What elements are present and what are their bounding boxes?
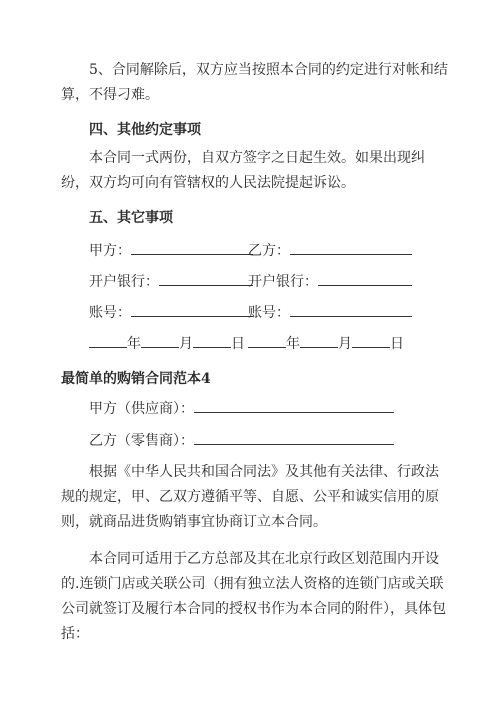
- section-4-heading: 四、其他约定事项: [89, 122, 201, 138]
- month-b-blank: [300, 333, 338, 348]
- month-a-label: 月: [179, 336, 193, 352]
- retailer-line: [89, 430, 394, 452]
- year-a-blank: [89, 333, 127, 348]
- retailer-blank: [194, 430, 394, 445]
- legal-basis-paragraph: 根据《中华人民共和国合同法》及其他有关法律、行政法规的规定，甲、乙双方遵循平等、自愿、公平和诚实信用的原则，就商品进货购销事宜协商订立本合同。: [61, 464, 439, 530]
- bank-b-blank: [318, 271, 412, 286]
- month-b-label: 月: [338, 336, 352, 352]
- party-b-blank: [290, 240, 412, 255]
- year-a-label: 年: [127, 336, 141, 352]
- bank-b-line: [248, 271, 412, 293]
- day-b-blank: [352, 333, 390, 348]
- section-5-heading: 五、其它事项: [89, 210, 173, 226]
- supplier-blank: [194, 398, 394, 413]
- bank-b-label: 开户银行：: [248, 274, 318, 290]
- bank-a-blank: [159, 271, 253, 286]
- party-a-blank: [131, 240, 253, 255]
- clause-5-paragraph: 5、合同解除后，双方应当按照本合同的约定进行对帐和结算，不得刁难。: [61, 62, 448, 103]
- party-b-signature-line: [248, 240, 412, 262]
- date-a-line: [89, 333, 245, 355]
- year-b-blank: [248, 333, 286, 348]
- day-b-label: 日: [390, 336, 404, 352]
- bank-a-line: [89, 271, 253, 293]
- day-a-label: 日: [231, 336, 245, 352]
- account-a-line: [89, 302, 253, 324]
- date-b-line: [248, 333, 404, 355]
- party-a-signature-line: [89, 240, 253, 262]
- account-b-blank: [290, 302, 412, 317]
- party-a-label: 甲方：: [89, 243, 131, 259]
- other-terms-paragraph: 本合同一式两份，自双方签字之日起生效。如果出现纠纷，双方均可向有管辖权的人民法院提起诉讼。: [61, 150, 425, 191]
- month-a-blank: [141, 333, 179, 348]
- account-b-line: [248, 302, 412, 324]
- account-a-blank: [131, 302, 253, 317]
- day-a-blank: [193, 333, 231, 348]
- account-a-label: 账号：: [89, 305, 131, 321]
- supplier-label: 甲方（供应商）：: [89, 401, 194, 417]
- scope-paragraph: 本合同可适用于乙方总部及其在北京行政区划范围内开设的.连锁门店或关联公司（拥有独立法人资格的连锁门店或关联公司就签订及履行本合同的授权书作为本合同的附件），具体包括：: [61, 551, 446, 642]
- year-b-label: 年: [286, 336, 300, 352]
- document-title: 最简单的购销合同范本4: [61, 371, 211, 387]
- bank-a-label: 开户银行：: [89, 274, 159, 290]
- supplier-line: [89, 398, 394, 420]
- account-b-label: 账号：: [248, 305, 290, 321]
- party-b-label: 乙方：: [248, 243, 290, 259]
- retailer-label: 乙方（零售商）：: [89, 433, 194, 449]
